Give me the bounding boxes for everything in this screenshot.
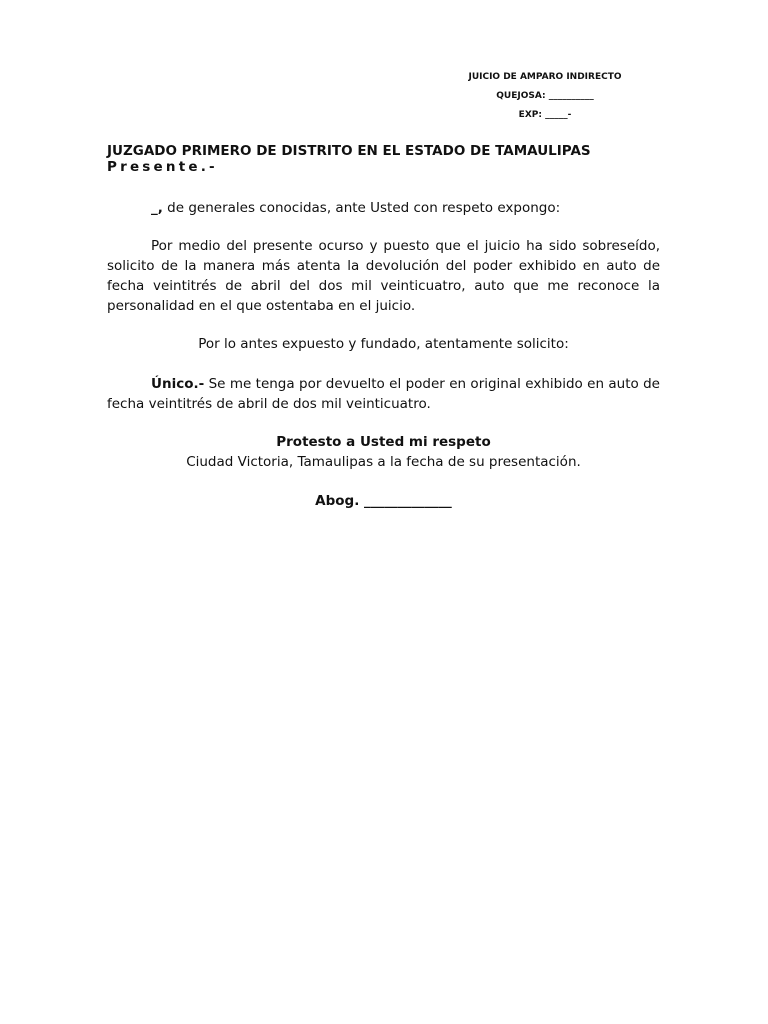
- court-addressee: [107, 143, 667, 175]
- court-name: JUZGADO PRIMERO DE DISTRITO EN EL ESTADO DE TAMAULIPAS: [107, 143, 591, 159]
- name-blank: _,: [151, 200, 163, 216]
- presente-line: Presente.-: [107, 159, 218, 175]
- unico-label: Único.-: [151, 376, 205, 392]
- protesto-line: Protesto a Usted mi respeto: [276, 434, 491, 450]
- request-line: Por lo antes expuesto y fundado, atentamente solicito:: [198, 336, 569, 352]
- place-date-line: Ciudad Victoria, Tamaulipas a la fecha de su presentación.: [186, 454, 581, 470]
- body-paragraph-1: Por medio del presente ocurso y puesto que el juicio ha sido sobreseído, solicito de la manera más atenta la devolución del poder exhibido en auto de fecha veintitrés de abril del dos mil veinticuatro, auto que me reconoce la personalidad en el que ostentaba en el juicio.: [107, 238, 660, 314]
- unico-paragraph: [107, 374, 660, 414]
- file-number-line: EXP: _____-: [518, 110, 572, 120]
- case-type: JUICIO DE AMPARO INDIRECTO: [468, 72, 622, 82]
- case-header: [440, 68, 650, 125]
- signature-line: Abog. _____________: [315, 493, 452, 509]
- intro-text: de generales conocidas, ante Usted con respeto expongo:: [162, 200, 561, 216]
- unico-text: Se me tenga por devuelto el poder en original exhibido en auto de fecha veintitrés de abril de dos mil veinticuatro.: [107, 376, 660, 412]
- intro-paragraph: [107, 198, 660, 218]
- complainant-line: QUEJOSA: __________: [496, 91, 594, 101]
